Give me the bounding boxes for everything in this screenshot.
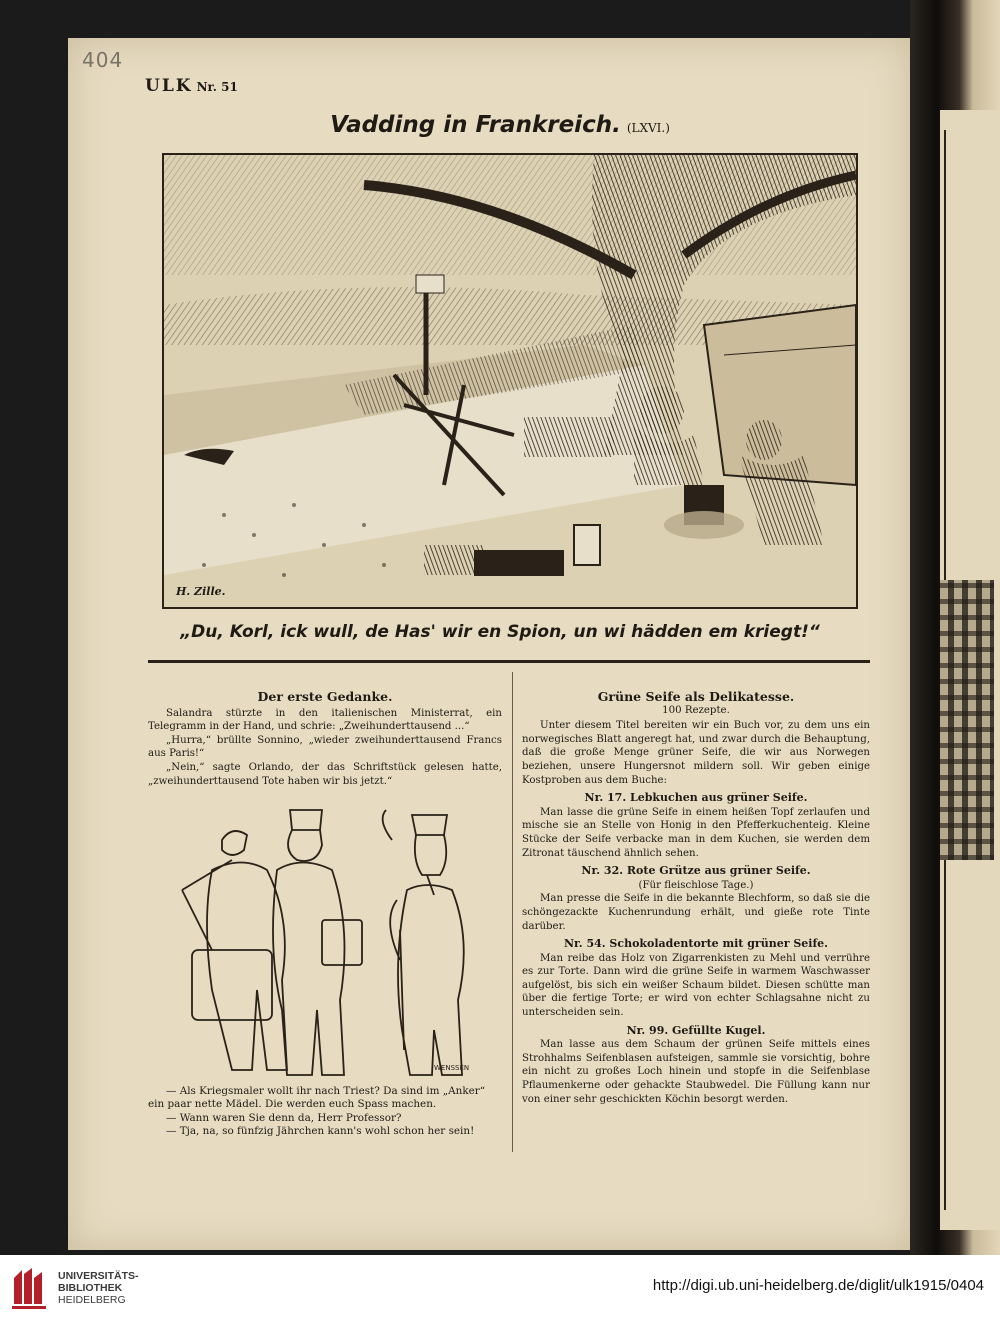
- recipe-text: Man lasse aus dem Schaum der grünen Seife mittels eines Strohhalms Seifenblasen aufsteigen, sammle sie vorsichtig, bohre ein nicht zu großes Loch hinein und stopfe in die Seifenblase Pflaumenkerne oder gehackte Staubwedel. Die Füllung kann nur von einer sehr geschickten Köchin besorgt werden.: [522, 1039, 870, 1105]
- illustration-caption: „Du, Korl, ick wull, de Has' wir en Spion, un wi hädden em kriegt!“: [180, 622, 820, 642]
- page-title: [0, 112, 1000, 138]
- cartoon-signature: WENSSEN: [434, 1064, 470, 1072]
- right-article-heading: Grüne Seife als Delikatesse.: [597, 689, 795, 704]
- section-rule: [148, 660, 870, 663]
- institution-line: UNIVERSITÄTS-: [58, 1270, 139, 1282]
- cartoon-drawing: [172, 800, 502, 1088]
- left-article-paragraph: „Hurra,“ brüllte Sonnino, „wieder zweihunderttausend Francs aus Paris!“: [148, 734, 502, 760]
- institution-line: HEIDELBERG: [58, 1294, 126, 1306]
- recipe-text: Man presse die Seife in die bekannte Blechform, so daß sie die schöngezackte Kuchenrundung erhält, und gieße rote Tinte darüber.: [522, 893, 870, 932]
- masthead-name: ULK: [145, 76, 193, 96]
- right-article-intro: Unter diesem Titel bereiten wir ein Buch vor, zu dem uns ein norwegisches Blatt angeregt hat, und zwar durch die Behauptung, daß die große Menge grüner Seife, die wir aus Norwegen beziehen, unsere Hungersnot mildern soll. Wir geben einige Kostproben aus dem Buche:: [522, 720, 870, 786]
- recipe-title: Nr. 32. Rote Grütze aus grüner Seife.: [581, 864, 811, 878]
- left-article-heading: Der erste Gedanke.: [257, 689, 393, 704]
- left-article-paragraph: „Nein,“ sagte Orlando, der das Schriftstück gelesen hatte, „zweihunderttausend Tote haben wir bis jetzt.“: [148, 761, 502, 787]
- recipe-title: Nr. 17. Lebkuchen aus grüner Seife.: [584, 791, 808, 805]
- winter-camp-drawing: [164, 155, 856, 607]
- title-sub: (LXVI.): [626, 121, 670, 135]
- adjacent-page: [940, 110, 1000, 1230]
- title-main: Vadding in Frankreich.: [330, 112, 621, 138]
- permalink-url[interactable]: http://digi.ub.uni-heidelberg.de/diglit/ulk1915/0404: [652, 1277, 984, 1294]
- column-divider: [512, 672, 513, 1152]
- recipe-text: Man reibe das Holz von Zigarrenkisten zu Mehl und verrühre es zur Torte. Dann wird die grüne Seife in warmem Waschwasser aufgelöst, bis sich ein weißer Schaum bildet. Diesen schütte man über die fertige Torte; er wird von echter Schlagsahne nicht zu unterscheiden sein.: [522, 952, 870, 1019]
- right-article-subheading: 100 Rezepte.: [662, 704, 730, 716]
- illustration-signature: H. Zille.: [176, 585, 226, 598]
- main-illustration: [162, 153, 858, 609]
- masthead-issue: Nr. 51: [196, 80, 238, 94]
- university-library-logo-icon: [10, 1264, 50, 1312]
- travelers-cartoon: [172, 800, 502, 1088]
- footer-bar: [0, 1255, 1000, 1321]
- masthead: [145, 76, 238, 96]
- dialog-line: — Als Kriegsmaler wollt ihr nach Triest? Da sind im „Anker“ ein paar nette Mädel. Die werden euch Spass machen.: [148, 1085, 486, 1111]
- dialog-line: — Wann waren Sie denn da, Herr Professor?: [166, 1111, 402, 1124]
- recipe-text: Man lasse die grüne Seife in einem heißen Topf zerlaufen und mische sie an Stelle von Honig in den Pfefferkuchenteig. Kleine Stücke der Seife verbacke man in dem Kuchen, sie werden dem Zitronat täuschend ähnlich sehen.: [522, 806, 870, 859]
- recipe-title: Nr. 54. Schokoladentorte mit grüner Seife.: [563, 937, 829, 951]
- pencil-page-number: 404: [82, 48, 124, 72]
- left-article: [148, 690, 502, 788]
- dialog-line: — Tja, na, so fünfzig Jährchen kann's wohl schon her sein!: [166, 1125, 475, 1138]
- recipe-title: Nr. 99. Gefüllte Kugel.: [626, 1023, 766, 1037]
- cartoon-dialog: [148, 1085, 502, 1139]
- institution-name: [58, 1270, 139, 1306]
- left-article-paragraph: Salandra stürzte in den italienischen Ministerrat, ein Telegramm in der Hand, und schrie: „Zweihunderttausend ...“: [148, 707, 502, 733]
- recipe-note: (Für fleischlose Tage.): [638, 879, 754, 891]
- institution-line: BIBLIOTHEK: [58, 1282, 123, 1294]
- right-article: [522, 690, 870, 1106]
